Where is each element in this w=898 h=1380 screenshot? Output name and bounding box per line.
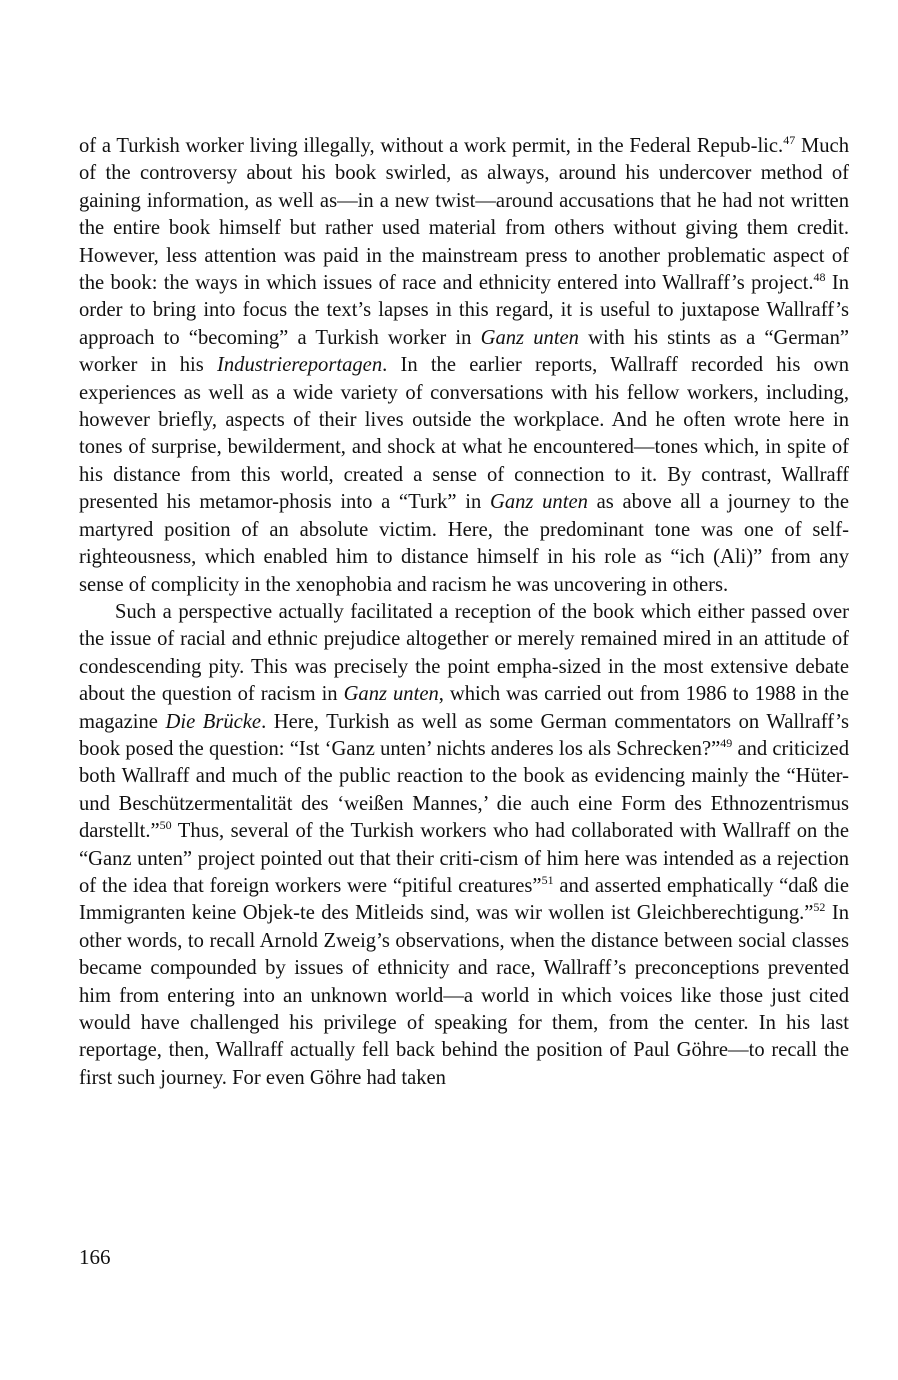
footnote-ref: 47 bbox=[783, 133, 796, 147]
italic-title: Ganz unten bbox=[343, 683, 439, 706]
paragraph-1 bbox=[79, 133, 849, 599]
footnote-ref: 52 bbox=[813, 900, 826, 915]
page-body bbox=[79, 133, 849, 1092]
text-run: Such a perspective actually facilitated a reception of the book which either passed over the issue of racial and ethnic prejudice altogether or merely remained mired in an attitude of condescending pity. This was precisely the point empha-sized in the most extensive debate about the question of racism in bbox=[79, 600, 849, 706]
page-number: 166 bbox=[79, 1245, 111, 1269]
text-run: and criticized both Wallraff and much of the public reaction to the book as evidencing mainly the “Hüter- und Beschützermentalität des ‘weißen Mannes,’ die auch eine Form des Ethnozentrismus darstellt.” bbox=[79, 737, 849, 843]
italic-title: Die Brücke bbox=[165, 710, 262, 733]
footnote-ref: 50 bbox=[159, 818, 172, 833]
footnote-ref: 51 bbox=[541, 872, 554, 887]
text-run: as above all a journey to the martyred position of an absolute victim. Here, the predominant tone was one of self-righteousness, which enabled him to distance himself in his role as “ich (Ali)” from any sense of complicity in the xenophobia and racism he was uncovering in others. bbox=[79, 491, 849, 596]
text-run: . In the earlier reports, Wallraff recorded his own experiences as well as a wide variety of conversations with his fellow workers, including, however briefly, aspects of their lives outside the workplace. And he often wrote here in tones of surprise, bewilderment, and shock at what he encountered—tones which, in spite of his distance from this world, created a sense of connection to it. By contrast, Wallraff presented his metamor-phosis into a “Turk” in bbox=[79, 354, 850, 514]
footnote-ref: 48 bbox=[813, 270, 826, 285]
text-run: Much of the controversy about his book swirled, as always, around his undercover method of gaining information, as well as—in a new twist—around accusations that he had not written the entire book himself but rather used material from others without giving them credit. However, less attention was paid in the mainstream press to another problematic aspect of the book: the ways in which issues of race and ethnicity entered into Wallraff’s project. bbox=[79, 135, 849, 295]
text-run: of a Turkish worker living illegally, without a work permit, in the Federal Repub-lic. bbox=[79, 135, 784, 157]
text-run: with his stints as a “German” worker in his bbox=[79, 326, 849, 377]
italic-title: Ganz unten bbox=[480, 326, 579, 349]
paragraph-2 bbox=[79, 599, 849, 1092]
text-run: Thus, several of the Turkish workers who had collaborated with Wallraff on the “Ganz unten” project pointed out that their criti-cism of him here was intended as a rejection of the idea that foreign workers were “pitiful creatures” bbox=[79, 820, 849, 897]
italic-title: Ganz unten bbox=[489, 491, 588, 514]
text-run: In other words, to recall Arnold Zweig’s observations, when the distance between social classes became compounded by issues of ethnicity and race, Wallraff’s preconceptions prevented him from entering into an unknown world—a world in which voices like those just cited would have challenged his privilege of speaking for them, from the center. In his last reportage, then, Wallraff actually fell back behind the position of Paul Göhre—to recall the first such journey. For even Göhre had taken bbox=[79, 902, 849, 1089]
text-run: In order to bring into focus the text’s lapses in this regard, it is useful to juxtapose Wallraff’s approach to “becoming” a Turkish worker in bbox=[79, 272, 849, 349]
text-run: , which was carried out from 1986 to 1988 in the magazine bbox=[79, 683, 849, 733]
italic-title: Industriereportagen bbox=[217, 354, 383, 377]
footnote-ref: 49 bbox=[720, 735, 733, 750]
text-run: . Here, Turkish as well as some German commentators on Wallraff’s book posed the question: “Ist ‘Ganz unten’ nichts anderes los als Schrecken?” bbox=[79, 710, 849, 760]
text-run: and asserted emphatically “daß die Immigranten keine Objek-te des Mitleids sind, was wir wollen ist Gleichberechtigung.” bbox=[79, 874, 849, 925]
